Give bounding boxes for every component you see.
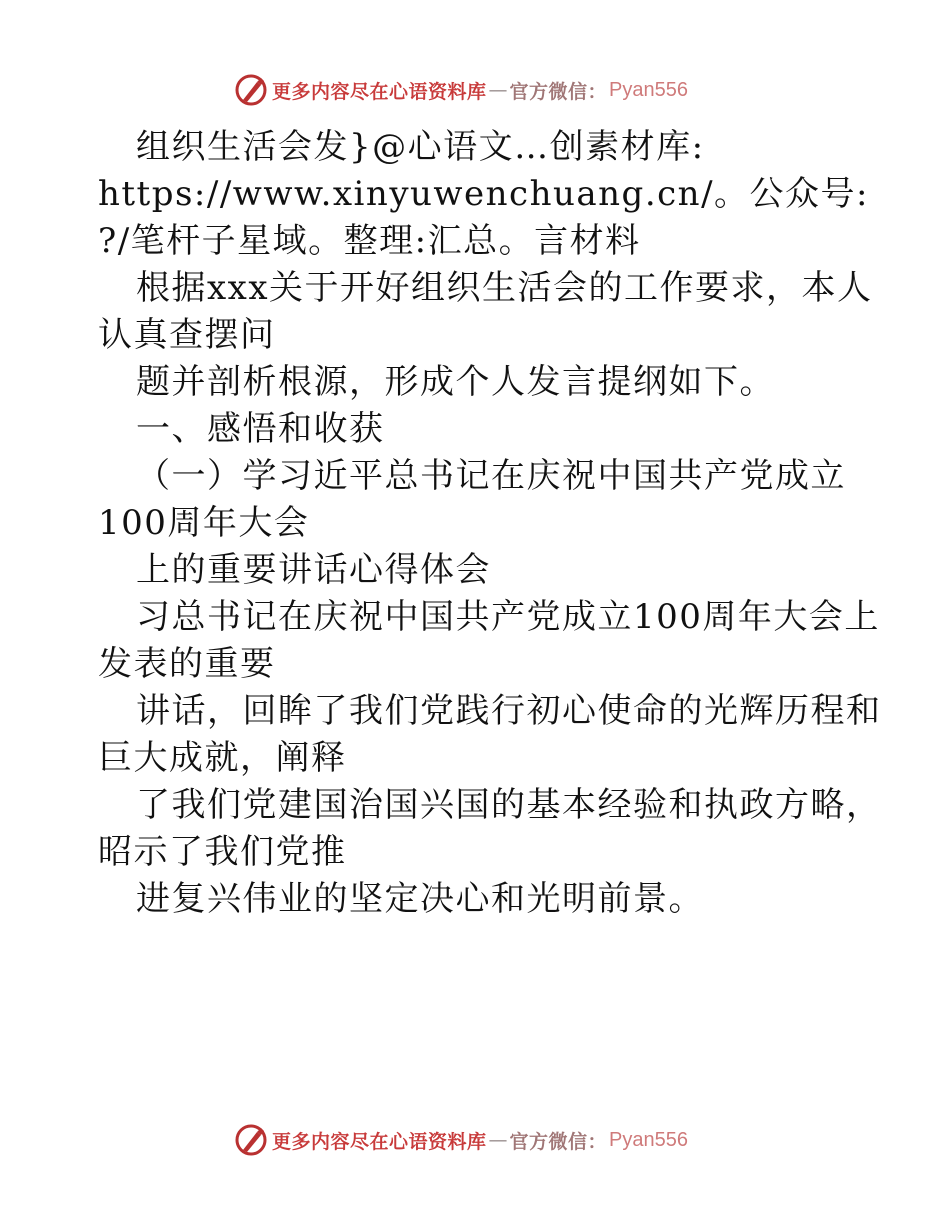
pen-logo-icon — [234, 73, 268, 107]
body-paragraph: 了我们党建国治国兴国的基本经验和执政方略，昭示了我们党推 — [98, 785, 882, 872]
banner-separator: — — [488, 1129, 508, 1151]
footer-banner — [234, 1122, 688, 1158]
body-paragraph: 讲话，回眸了我们党践行初心使命的光辉历程和巨大成就，阐释 — [98, 691, 882, 778]
document-body — [98, 124, 898, 923]
subsection-heading: （一）学习近平总书记在庆祝中国共产党成立100周年大会 — [98, 456, 846, 543]
intro-paragraph: 组织生活会发}@心语文…创素材库: https://www.xinyuwenchuang.cn/。公众号: ?/笔杆子星域。整理:汇总。言材料 — [98, 127, 869, 261]
banner-brand-text: 更多内容尽在心语资料库 — [272, 1130, 487, 1153]
body-paragraph: 题并剖析根源，形成个人发言提纲如下。 — [136, 362, 775, 402]
subsection-heading-continued: 上的重要讲话心得体会 — [136, 550, 491, 590]
pen-logo-icon — [234, 1123, 268, 1157]
banner-separator: — — [488, 79, 508, 101]
banner-wechat-account: Pyan556 — [609, 1128, 688, 1151]
banner-wechat-account: Pyan556 — [609, 78, 688, 101]
section-heading: 一、感悟和收获 — [136, 409, 385, 449]
body-paragraph: 习总书记在庆祝中国共产党成立100周年大会上发表的重要 — [98, 597, 880, 684]
banner-brand-text: 更多内容尽在心语资料库 — [272, 80, 487, 103]
header-banner — [234, 72, 688, 108]
body-paragraph: 根据xxx关于开好组织生活会的工作要求，本人认真查摆问 — [98, 268, 873, 355]
body-paragraph: 进复兴伟业的坚定决心和光明前景。 — [136, 879, 704, 919]
banner-wechat-label: 官方微信： — [509, 1130, 608, 1153]
banner-wechat-label: 官方微信： — [509, 80, 608, 103]
